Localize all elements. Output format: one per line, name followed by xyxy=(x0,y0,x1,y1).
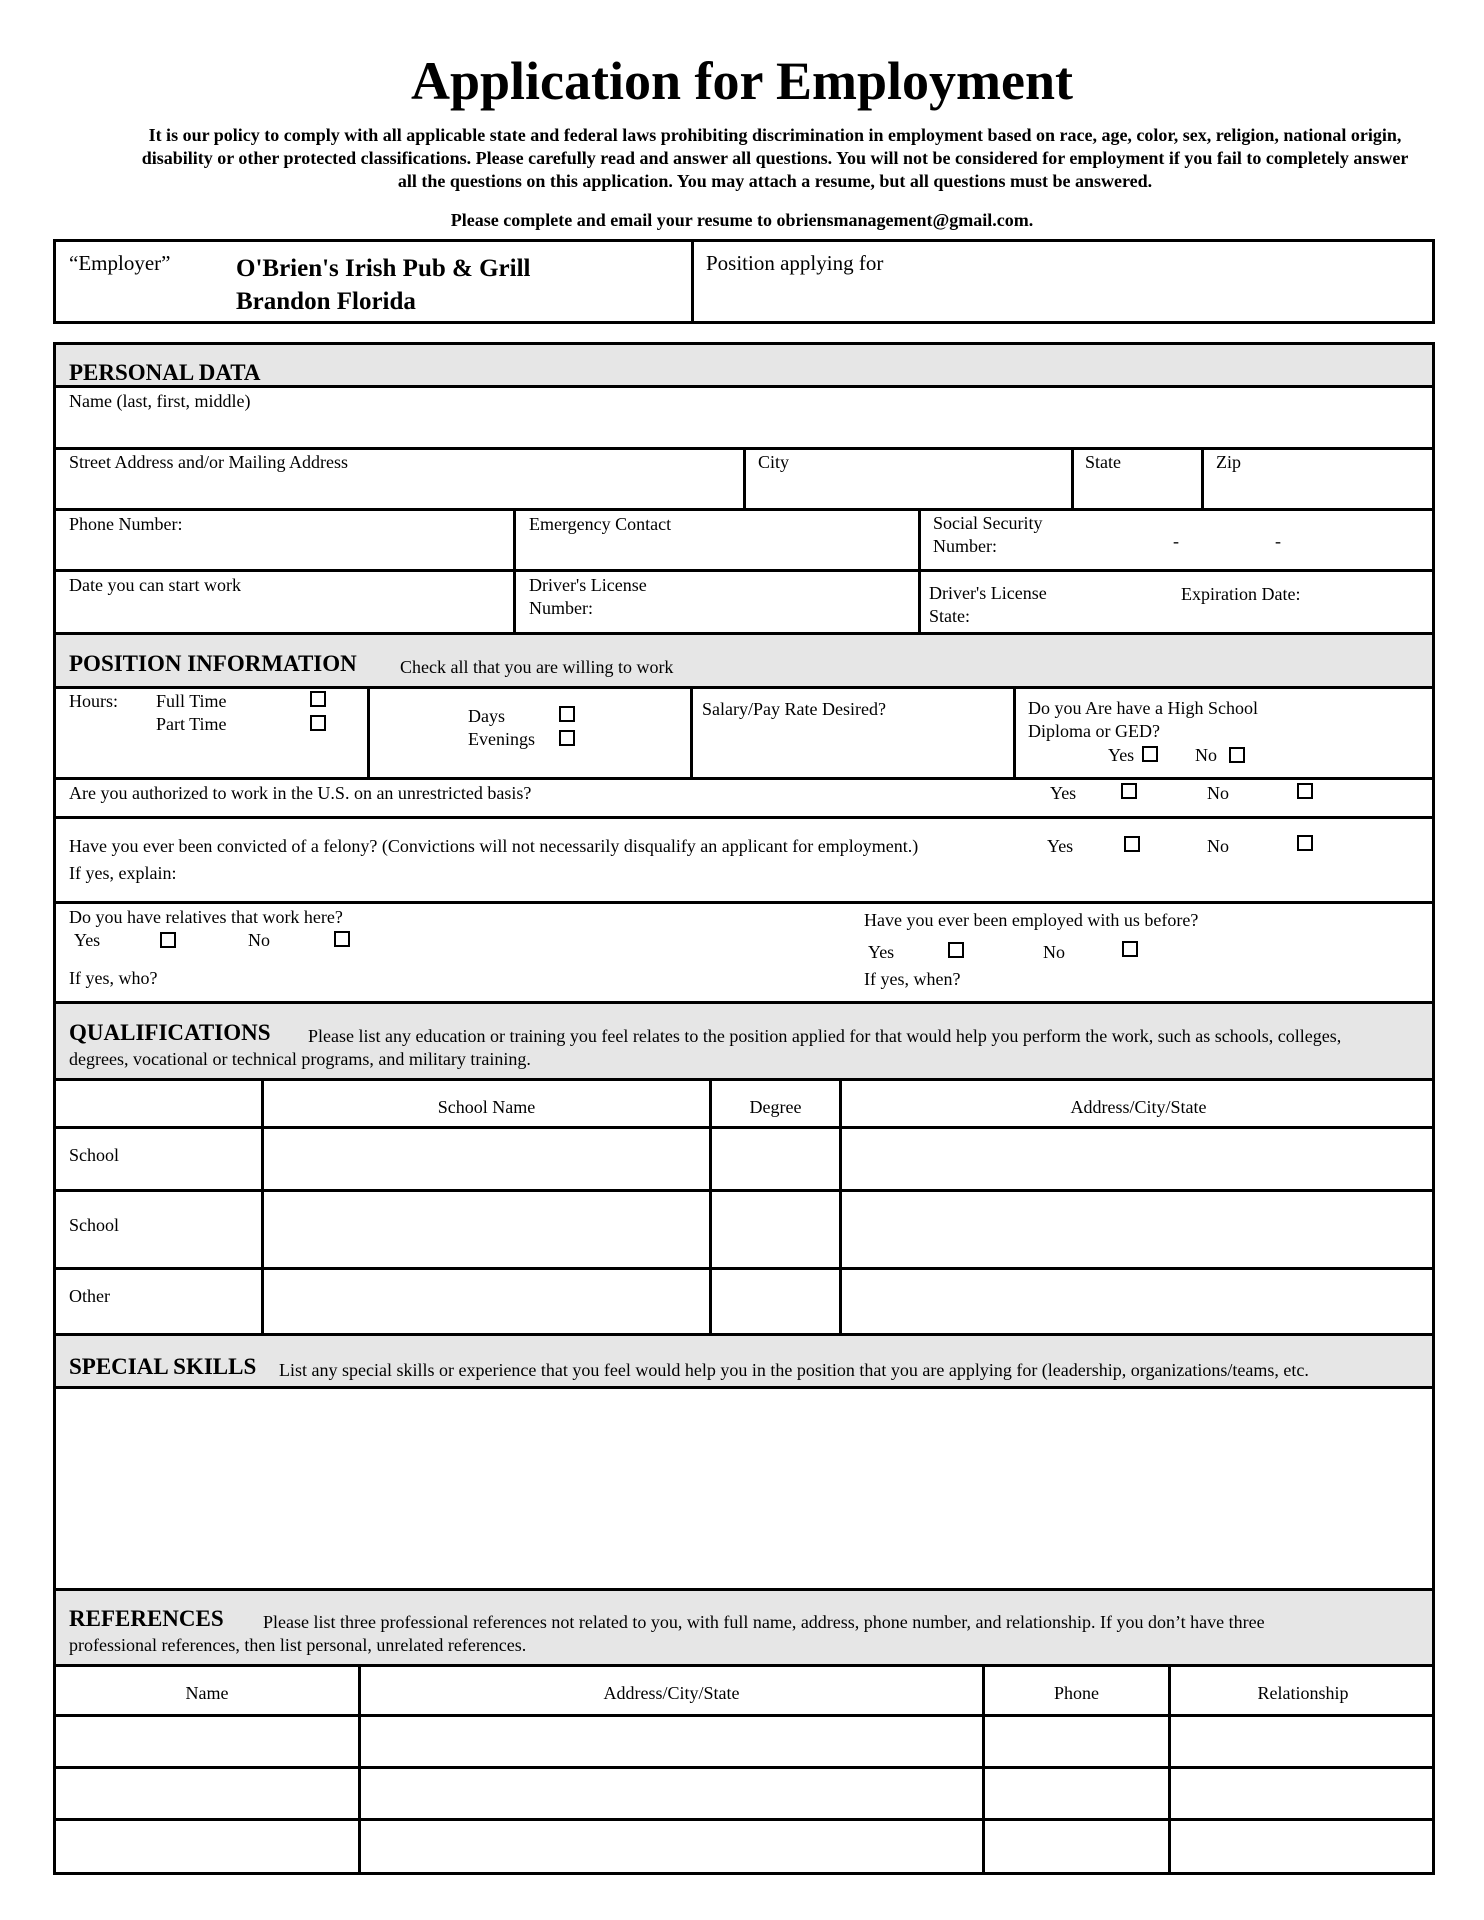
reference-name-column: Name xyxy=(185,1683,229,1703)
authorized-question: Are you authorized to work in the U.S. on an unrestricted basis? xyxy=(69,783,532,803)
employed-yes-label: Yes xyxy=(868,942,895,962)
personal-data-heading: PERSONAL DATA xyxy=(69,360,261,385)
references-heading: REFERENCES xyxy=(69,1606,224,1631)
zip-field[interactable]: Zip xyxy=(1216,452,1241,472)
employed-yes-checkbox[interactable] xyxy=(948,942,964,958)
full-time-checkbox[interactable] xyxy=(310,691,326,707)
authorized-no-checkbox[interactable] xyxy=(1297,783,1313,799)
start-date-field[interactable]: Date you can start work xyxy=(69,575,241,595)
part-time-label: Part Time xyxy=(156,714,227,734)
position-applying-field[interactable]: Position applying for xyxy=(706,251,884,275)
policy-statement: It is our policy to comply with all applicable state and federal laws prohibiting discrimination in employment based on race, age, color, sex, religion, national origin, disability or other protected classifications. Please carefully read and answer all questions. You will not be considered for employment if you fail to completely answer all the questions on this application. You may attach a resume, but all questions must be answered. xyxy=(141,125,1409,191)
state-field[interactable]: State xyxy=(1085,452,1121,472)
special-skills-description: List any special skills or experience that you feel would help you in the position that you are applying for (leadership, organizations/teams, etc. xyxy=(279,1360,1309,1380)
diploma-label-line2: Diploma or GED? xyxy=(1028,721,1160,741)
references-description-line2: professional references, then list personal, unrelated references. xyxy=(69,1635,527,1655)
phone-number-field[interactable]: Phone Number: xyxy=(69,514,183,534)
school-name-column: School Name xyxy=(437,1097,536,1117)
salary-field[interactable]: Salary/Pay Rate Desired? xyxy=(702,699,886,719)
qualification-row-label: Other xyxy=(69,1286,110,1306)
qualifications-heading: QUALIFICATIONS xyxy=(69,1020,271,1045)
qualification-row-label: School xyxy=(69,1145,120,1165)
dl-state-label-line1: Driver's License xyxy=(929,583,1047,603)
hours-label: Hours: xyxy=(69,691,118,711)
diploma-label-line1: Do you Are have a High School xyxy=(1028,698,1258,718)
authorized-yes-checkbox[interactable] xyxy=(1121,783,1137,799)
days-checkbox[interactable] xyxy=(559,706,575,722)
drivers-license-label-line1: Driver's License xyxy=(529,575,647,595)
qualifications-description-line1: Please list any education or training you feel relates to the position applied for that would help you perform the work, such as schools, colleges, xyxy=(308,1026,1342,1046)
evenings-checkbox[interactable] xyxy=(559,730,575,746)
felony-question: Have you ever been convicted of a felony? (Convictions will not necessarily disqualify an applicant for employment.) xyxy=(69,836,919,856)
reference-phone-column: Phone xyxy=(1054,1683,1099,1703)
street-address-field[interactable]: Street Address and/or Mailing Address xyxy=(69,452,348,472)
reference-address-column: Address/City/State xyxy=(603,1683,740,1703)
authorized-no-label: No xyxy=(1207,783,1229,803)
position-info-subheading: Check all that you are willing to work xyxy=(400,657,674,677)
authorized-yes-label: Yes xyxy=(1050,783,1077,803)
diploma-yes-checkbox[interactable] xyxy=(1142,746,1158,762)
page-title: Application for Employment xyxy=(410,51,1074,111)
ssn-dash-2: - xyxy=(1275,531,1281,551)
diploma-yes-label: Yes xyxy=(1108,745,1135,765)
position-info-heading: POSITION INFORMATION xyxy=(69,651,357,676)
special-skills-input-area[interactable] xyxy=(56,1389,1432,1588)
relatives-yes-label: Yes xyxy=(74,930,101,950)
employed-no-checkbox[interactable] xyxy=(1122,941,1138,957)
full-time-label: Full Time xyxy=(156,691,227,711)
degree-column: Degree xyxy=(749,1097,802,1117)
expiration-date-field[interactable]: Expiration Date: xyxy=(1181,584,1301,604)
references-description-line1: Please list three professional references not related to you, with full name, address, phone number, and relationship. If you don’t have three xyxy=(263,1612,1265,1632)
part-time-checkbox[interactable] xyxy=(310,715,326,731)
emergency-contact-field[interactable]: Emergency Contact xyxy=(529,514,672,534)
city-field[interactable]: City xyxy=(758,452,790,472)
relatives-who-field[interactable]: If yes, who? xyxy=(69,968,158,988)
employed-no-label: No xyxy=(1043,942,1065,962)
employer-name-line2: Brandon Florida xyxy=(236,288,416,315)
address-column: Address/City/State xyxy=(1070,1097,1207,1117)
relatives-no-checkbox[interactable] xyxy=(334,931,350,947)
name-field[interactable]: Name (last, first, middle) xyxy=(69,391,251,411)
ssn-label-line1: Social Security xyxy=(933,513,1043,533)
reference-relationship-column: Relationship xyxy=(1257,1683,1349,1703)
relatives-yes-checkbox[interactable] xyxy=(160,932,176,948)
dl-state-field[interactable]: State: xyxy=(929,606,970,626)
felony-no-label: No xyxy=(1207,836,1229,856)
relatives-question: Do you have relatives that work here? xyxy=(69,907,343,927)
qualification-row-label: School xyxy=(69,1215,120,1235)
felony-yes-checkbox[interactable] xyxy=(1124,836,1140,852)
diploma-no-label: No xyxy=(1195,745,1217,765)
days-label: Days xyxy=(468,706,505,726)
felony-no-checkbox[interactable] xyxy=(1297,835,1313,851)
diploma-no-checkbox[interactable] xyxy=(1229,747,1245,763)
employed-before-question: Have you ever been employed with us before? xyxy=(864,910,1199,930)
relatives-no-label: No xyxy=(248,930,270,950)
employer-name-line1: O'Brien's Irish Pub & Grill xyxy=(236,255,531,282)
evenings-label: Evenings xyxy=(468,729,535,749)
special-skills-heading: SPECIAL SKILLS xyxy=(69,1354,257,1379)
ssn-dash-1: - xyxy=(1173,531,1179,551)
employed-when-field[interactable]: If yes, when? xyxy=(864,969,961,989)
qualifications-description-line2: degrees, vocational or technical programs, and military training. xyxy=(69,1049,531,1069)
felony-explain-field[interactable]: If yes, explain: xyxy=(69,863,177,883)
felony-yes-label: Yes xyxy=(1047,836,1074,856)
employer-label: “Employer” xyxy=(69,251,171,275)
email-note: Please complete and email your resume to obriensmanagement@gmail.com. xyxy=(450,210,1034,230)
drivers-license-number-field[interactable]: Number: xyxy=(529,598,593,618)
ssn-field[interactable]: Number: xyxy=(933,536,997,556)
